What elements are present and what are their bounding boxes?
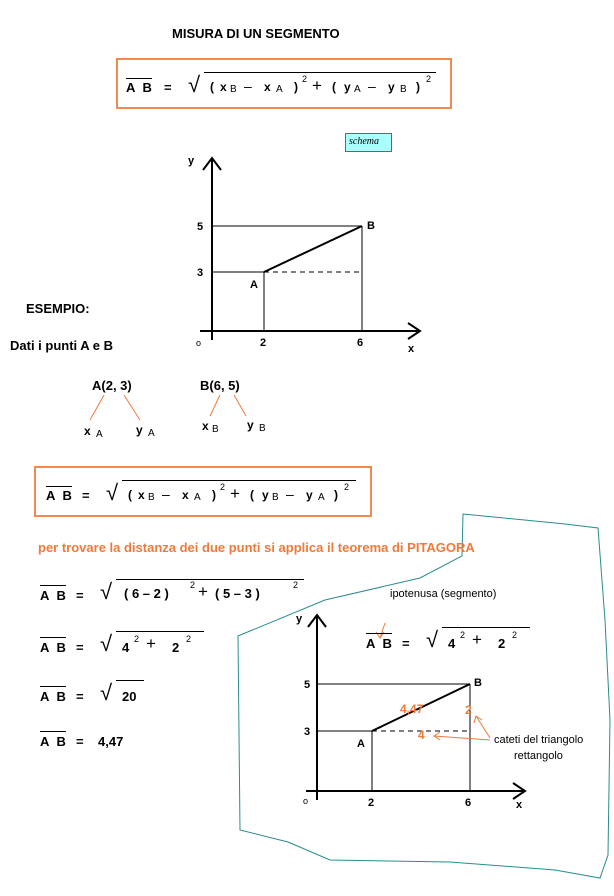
- ipotenusa-label: ipotenusa (segmento): [390, 588, 497, 600]
- connector: [234, 395, 246, 416]
- sqrt-bar: [116, 579, 304, 580]
- sqrt-icon: √: [100, 680, 113, 705]
- step1-term2: ( 5 – 3 ): [215, 586, 260, 601]
- xa-sub: A: [96, 429, 103, 440]
- exponent: 2: [186, 634, 192, 644]
- sqrt-bar: [442, 627, 530, 628]
- var-x: x: [264, 80, 271, 94]
- var-y: y: [262, 488, 269, 502]
- equals: =: [164, 80, 172, 95]
- exponent: 2: [302, 74, 308, 84]
- overline: [366, 633, 392, 634]
- step3-value: 20: [122, 689, 137, 704]
- overline: [40, 637, 66, 638]
- exponent: 2: [426, 74, 432, 84]
- subscript: B: [148, 492, 155, 503]
- step2-b: 2: [172, 640, 180, 655]
- minus: –: [286, 486, 294, 502]
- equals: =: [76, 689, 84, 704]
- subscript: A: [318, 492, 325, 503]
- point-b-coords: B(6, 5): [200, 378, 240, 393]
- tick-3: 3: [197, 267, 204, 279]
- step2-lhs: A B: [40, 640, 68, 655]
- connector: [90, 395, 104, 420]
- point-b-label: B: [367, 220, 375, 232]
- sqrt-bar: [116, 631, 204, 632]
- plus: +: [312, 76, 322, 95]
- sqrt-bar: [122, 480, 356, 481]
- equals: =: [402, 636, 410, 651]
- pitagora-text: per trovare la distanza dei due punti si applica il teorema di PITAGORA: [38, 540, 475, 555]
- yb-sub: B: [259, 423, 266, 434]
- tick-2: 2: [260, 337, 267, 349]
- overline: [46, 486, 72, 487]
- point-a-label-2: A: [357, 738, 365, 750]
- yb-var: y: [247, 418, 254, 432]
- overline: [40, 585, 66, 586]
- tick-5: 5: [197, 221, 204, 233]
- equals: =: [76, 640, 84, 655]
- distance-formula-box-2: [34, 466, 372, 517]
- connector: [210, 395, 220, 416]
- minus: –: [244, 78, 252, 94]
- var-y: y: [344, 80, 351, 94]
- esempio-heading: ESEMPIO:: [26, 301, 90, 316]
- paren: ): [294, 80, 298, 94]
- paren: (: [332, 80, 336, 94]
- subscript: B: [230, 84, 237, 95]
- overline: [40, 731, 66, 732]
- sqrt-icon: √: [100, 631, 113, 656]
- exponent: 2: [134, 634, 140, 644]
- exponent: 2: [512, 630, 518, 640]
- rettangolo-label: rettangolo: [514, 750, 563, 762]
- formula-lhs: A B: [46, 488, 74, 503]
- xb-var: x: [202, 419, 209, 433]
- exponent: 2: [344, 482, 350, 492]
- xa-var: x: [84, 424, 91, 438]
- tick-6-2: 6: [465, 797, 472, 809]
- connector: [124, 395, 140, 420]
- subscript: B: [400, 84, 407, 95]
- var-x: x: [138, 488, 145, 502]
- var-x: x: [220, 80, 227, 94]
- overline: [40, 686, 66, 687]
- equals: =: [76, 588, 84, 603]
- var-y: y: [388, 80, 395, 94]
- subscript: A: [194, 492, 201, 503]
- cateti-arrow: [476, 716, 490, 738]
- xb-sub: B: [212, 424, 219, 435]
- subscript: A: [354, 84, 361, 95]
- exponent: 2: [293, 580, 299, 590]
- ya-var: y: [136, 423, 143, 437]
- cateti-arrow: [434, 736, 490, 740]
- formula3-a: 4: [448, 636, 456, 651]
- formula-lhs: A B: [126, 80, 154, 95]
- step3-lhs: A B: [40, 689, 68, 704]
- horizontal-leg-value: 4: [418, 728, 425, 742]
- paren: ): [334, 488, 338, 502]
- paren: ): [212, 488, 216, 502]
- dati-text: Dati i punti A e B: [10, 338, 114, 353]
- formula3-lhs: A B: [366, 636, 394, 651]
- var-x: x: [182, 488, 189, 502]
- minus: –: [368, 78, 376, 94]
- schema-label: schema: [349, 136, 379, 147]
- plus: +: [230, 484, 240, 503]
- plus: +: [198, 582, 208, 601]
- paren: (: [210, 80, 214, 94]
- plus: +: [146, 634, 156, 653]
- origin-label-2: o: [303, 796, 309, 806]
- sqrt-icon: √: [100, 579, 113, 604]
- subscript: A: [276, 84, 283, 95]
- page-title: MISURA DI UN SEGMENTO: [172, 26, 340, 41]
- subscript: B: [272, 492, 279, 503]
- paren: (: [250, 488, 254, 502]
- step4-lhs: A B: [40, 734, 68, 749]
- point-a-label: A: [250, 279, 258, 291]
- sqrt-icon: √: [426, 627, 439, 652]
- highlight-outline: [238, 514, 610, 878]
- var-y: y: [306, 488, 313, 502]
- point-a-coords: A(2, 3): [92, 378, 132, 393]
- tick-5-2: 5: [304, 679, 311, 691]
- exponent: 2: [190, 580, 196, 590]
- hypotenuse-value: 4,47: [400, 702, 424, 716]
- point-b-label-2: B: [474, 677, 482, 689]
- paren: ): [416, 80, 420, 94]
- step1-lhs: A B: [40, 588, 68, 603]
- equals: =: [76, 734, 84, 749]
- y-axis-label: y: [188, 155, 195, 167]
- formula3-b: 2: [498, 636, 506, 651]
- cateti-label: cateti del triangolo: [494, 734, 584, 746]
- paren: (: [128, 488, 132, 502]
- sqrt-icon: √: [188, 72, 201, 97]
- origin-label: o: [196, 338, 202, 348]
- tick-3-2: 3: [304, 726, 311, 738]
- step2-a: 4: [122, 640, 130, 655]
- x-axis-label: x: [408, 343, 415, 355]
- exponent: 2: [460, 630, 466, 640]
- equals: =: [82, 488, 90, 503]
- tick-2-2: 2: [368, 797, 375, 809]
- step1-term1: ( 6 – 2 ): [124, 586, 169, 601]
- minus: –: [162, 486, 170, 502]
- plus: +: [472, 630, 482, 649]
- vertical-leg-value: 2: [465, 703, 472, 717]
- exponent: 2: [220, 482, 226, 492]
- x-axis-label-2: x: [516, 799, 523, 811]
- y-axis-label-2: y: [296, 613, 303, 625]
- segment-ab: [264, 226, 362, 272]
- sqrt-bar: [116, 680, 144, 681]
- ya-sub: A: [148, 428, 155, 439]
- sqrt-icon: √: [106, 480, 119, 505]
- tick-6: 6: [357, 337, 364, 349]
- result-value: 4,47: [98, 734, 124, 749]
